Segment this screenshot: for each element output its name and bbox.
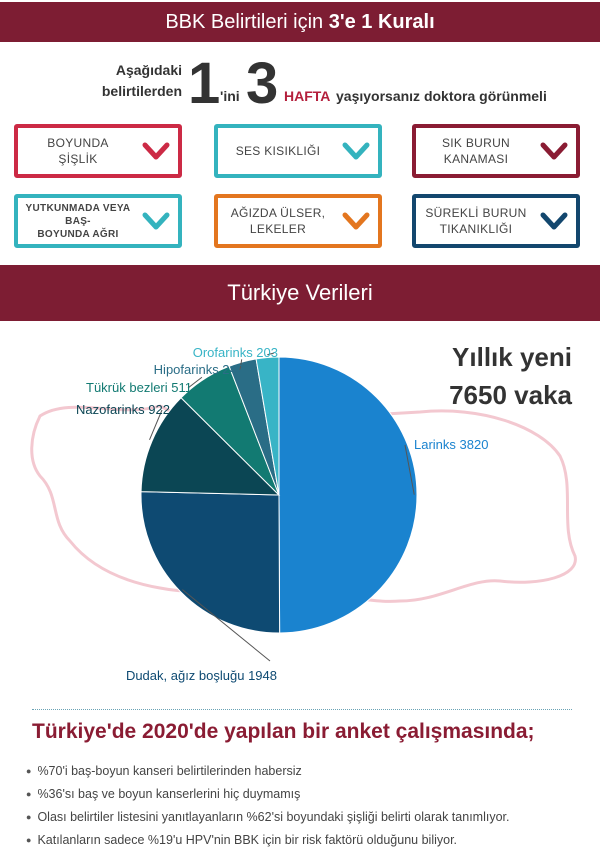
symptom-card-mouth-ulcer <box>214 194 382 248</box>
symptom-card-nosebleed <box>412 124 580 178</box>
survey-list <box>26 760 509 852</box>
rule-hafta: HAFTA <box>284 88 331 104</box>
check-icon <box>134 128 178 174</box>
pie-slice-larinks <box>279 357 417 633</box>
rule-ini: 'ini <box>220 88 240 104</box>
pie-label: Hipofarinks 247 <box>153 362 244 377</box>
section-title: Türkiye Verileri <box>227 280 373 305</box>
rule-left-line2: belirtilerden <box>101 83 182 99</box>
check-icon <box>334 128 378 174</box>
check-icon <box>334 198 378 244</box>
header-title-pre: BBK Belirtileri için <box>165 11 324 33</box>
symptom-card-hoarseness <box>214 124 382 178</box>
list-item: ● %70'i baş-boyun kanseri belirtilerinden habersiz <box>26 760 509 783</box>
list-item: ● Olası belirtiler listesini yanıtlayanların %62'si boyundaki şişliği belirti olarak tanımlıyor. <box>26 806 509 829</box>
annual-cases-line1: Yıllık yeni <box>452 342 572 372</box>
rule-number-one: 1 <box>188 51 221 116</box>
rule-left-line1: Aşağıdaki <box>115 62 182 78</box>
header-title-bold: 3'e 1 Kuralı <box>328 11 435 33</box>
symptom-label: YUTKUNMADA VEYA BAŞ- BOYUNDA AĞRI <box>25 202 131 240</box>
symptom-label: SIK BURUN KANAMASI <box>441 136 511 166</box>
pie-label: Nazofarinks 922 <box>76 402 170 417</box>
list-item: ● %36'sı baş ve boyun kanserlerini hiç duymamış <box>26 783 509 806</box>
list-item: ● Katılanların sadece %19'u HPV'nin BBK için bir risk faktörü olduğunu biliyor. <box>26 829 509 852</box>
survey-title: Türkiye'de 2020'de yapılan bir anket çalışmasında; <box>32 720 535 743</box>
check-icon <box>134 198 178 244</box>
pie-label: Tükrük bezleri 511 <box>86 380 192 395</box>
header-banner <box>0 2 600 42</box>
symptom-card-neck-swelling <box>14 124 182 178</box>
symptom-label: AĞIZDA ÜLSER, LEKELER <box>230 206 326 236</box>
annual-cases <box>449 338 572 414</box>
pie-label: Larinks 3820 <box>414 437 489 452</box>
rule-rest: yaşıyorsanız doktora görünmeli <box>336 88 547 104</box>
pie-label: Dudak, ağız boşluğu 1948 <box>125 668 277 683</box>
check-icon <box>532 198 576 244</box>
rule-left-text <box>60 60 182 102</box>
symptom-label: SÜREKLİ BURUN TIKANIKLIĞI <box>425 206 527 236</box>
rule-statement <box>0 51 600 116</box>
symptom-label: SES KISIKLIĞI <box>235 144 321 158</box>
rule-number-three: 3 <box>246 51 279 116</box>
check-icon <box>532 128 576 174</box>
pie-label: Orofarinks 203 <box>192 345 278 360</box>
section-banner <box>0 265 600 321</box>
symptom-label: BOYUNDA ŞİŞLİK <box>47 136 109 166</box>
divider <box>32 709 572 710</box>
symptom-card-nasal-block <box>412 194 580 248</box>
annual-cases-line2: 7650 vaka <box>449 380 572 410</box>
symptom-card-swallow-pain <box>14 194 182 248</box>
